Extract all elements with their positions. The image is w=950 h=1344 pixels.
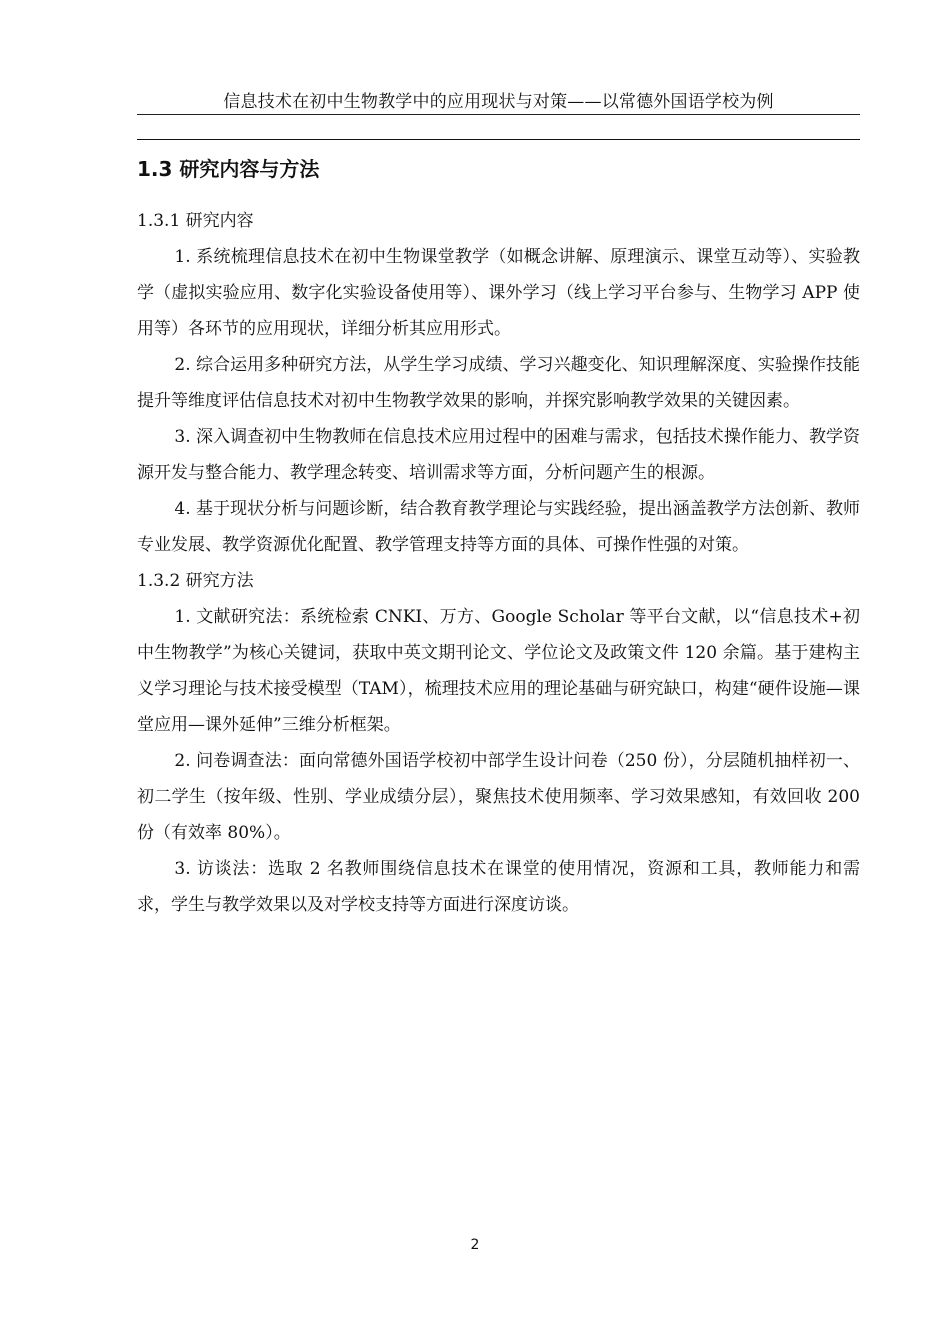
paragraph: 2. 综合运用多种研究方法，从学生学习成绩、学习兴趣变化、知识理解深度、实验操作技能提升等维度评估信息技术对初中生物教学效果的影响，并探究影响教学效果的关键因素。 [137,355,860,411]
paragraph: 2. 问卷调查法：面向常德外国语学校初中部学生设计问卷（250 份），分层随机抽样初一、初二学生（按年级、性别、学业成绩分层），聚焦技术使用频率、学习效果感知，有效回收 200 份（有效率 80%）。 [137,751,860,843]
subsection-title: 1.3.1 研究内容 [137,211,254,231]
paragraph: 1. 系统梳理信息技术在初中生物课堂教学（如概念讲解、原理演示、课堂互动等）、实验教学（虚拟实验应用、数字化实验设备使用等）、课外学习（线上学习平台参与、生物学习 APP 使用等）各环节的应用现状，详细分析其应用形式。 [137,247,860,339]
running-header: 信息技术在初中生物教学中的应用现状与对策——以常德外国语学校为例 [223,92,774,112]
header-rule-thick [137,139,860,140]
page-content [137,150,860,923]
subsection-title: 1.3.2 研究方法 [137,571,254,591]
paragraph: 4. 基于现状分析与问题诊断，结合教育教学理论与实践经验，提出涵盖教学方法创新、教师专业发展、教学资源优化配置、教学管理支持等方面的具体、可操作性强的对策。 [137,499,860,555]
subsection-research-methods [137,563,860,923]
section-title: 1.3 研究内容与方法 [137,157,320,181]
paragraph: 3. 访谈法：选取 2 名教师围绕信息技术在课堂的使用情况，资源和工具，教师能力和需求，学生与教学效果以及对学校支持等方面进行深度访谈。 [137,859,860,915]
page-number: 2 [470,1237,480,1253]
header-rule-thin [137,114,860,115]
paragraph: 1. 文献研究法：系统检索 CNKI、万方、Google Scholar 等平台文献，以“信息技术+初中生物教学”为核心关键词，获取中英文期刊论文、学位论文及政策文件 120 余篇。基于建构主义学习理论与技术接受模型（TAM），梳理技术应用的理论基础与研究缺口，构建“硬件设施—课堂应用—课外延伸”三维分析框架。 [137,607,860,735]
paragraph: 3. 深入调查初中生物教师在信息技术应用过程中的困难与需求，包括技术操作能力、教学资源开发与整合能力、教学理念转变、培训需求等方面，分析问题产生的根源。 [137,427,860,483]
subsection-research-content [137,203,860,563]
